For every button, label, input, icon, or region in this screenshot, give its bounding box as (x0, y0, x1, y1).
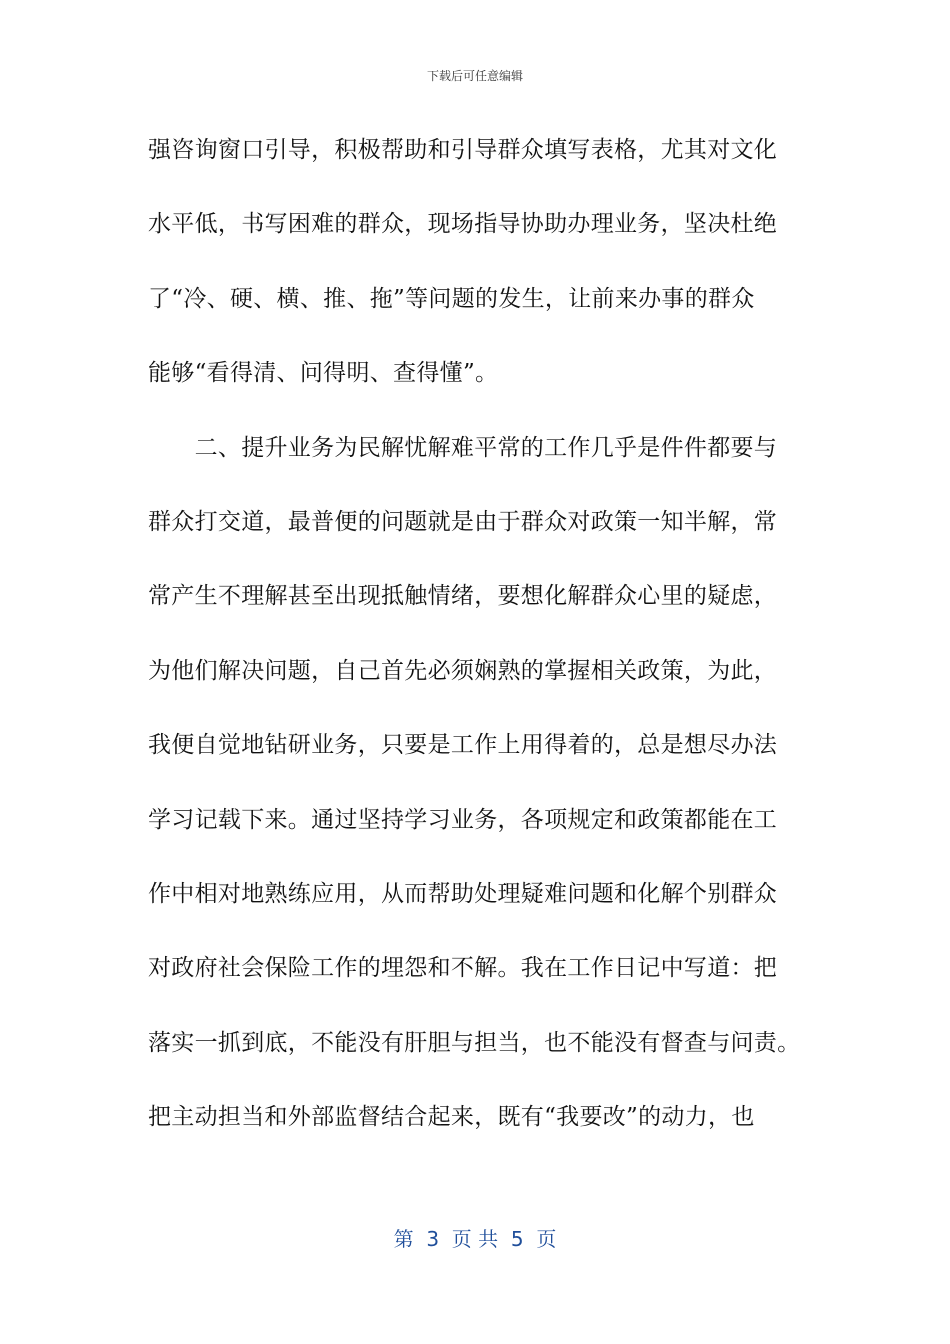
text-line: 群众打交道，最普便的问题就是由于群众对政策一知半解，常 (148, 508, 778, 535)
document-body (148, 113, 818, 1154)
text-line: 对政府社会保险工作的埋怨和不解。我在工作日记中写道：把 (148, 955, 778, 982)
text-line: 落实一抓到底，不能没有肝胆与担当，也不能没有督查与问责。 (148, 1029, 801, 1056)
text-line: 学习记载下来。通过坚持学习业务，各项规定和政策都能在工 (148, 806, 778, 833)
text-line: 强咨询窗口引导，积极帮助和引导群众填写表格，尤其对文化 (148, 137, 778, 163)
header-note: 下载后可任意编辑 (426, 69, 523, 83)
text-line: 作中相对地熟练应用，从而帮助处理疑难问题和化解个别群众 (148, 880, 778, 907)
text-line: 二、提升业务为民解忧解难平常的工作几乎是件件都要与 (148, 434, 778, 461)
text-line: 能够“看得清、问得明、查得懂”。 (148, 360, 499, 387)
text-line: 把主动担当和外部监督结合起来，既有“我要改”的动力，也 (148, 1104, 755, 1131)
text-line: 了“冷、硬、横、推、拖”等问题的发生，让前来办事的群众 (148, 285, 755, 312)
text-line: 常产生不理解甚至出现抵触情绪，要想化解群众心里的疑虑， (148, 583, 778, 610)
text-line: 水平低，书写困难的群众，现场指导协助办理业务，坚决杜绝 (148, 211, 778, 238)
text-line: 为他们解决问题，自己首先必须娴熟的掌握相关政策，为此， (148, 657, 778, 684)
text-line: 我便自觉地钻研业务，只要是工作上用得着的，总是想尽办法 (148, 732, 778, 759)
page-number-footer: 第 3 页 共 5 页 (393, 1227, 557, 1251)
